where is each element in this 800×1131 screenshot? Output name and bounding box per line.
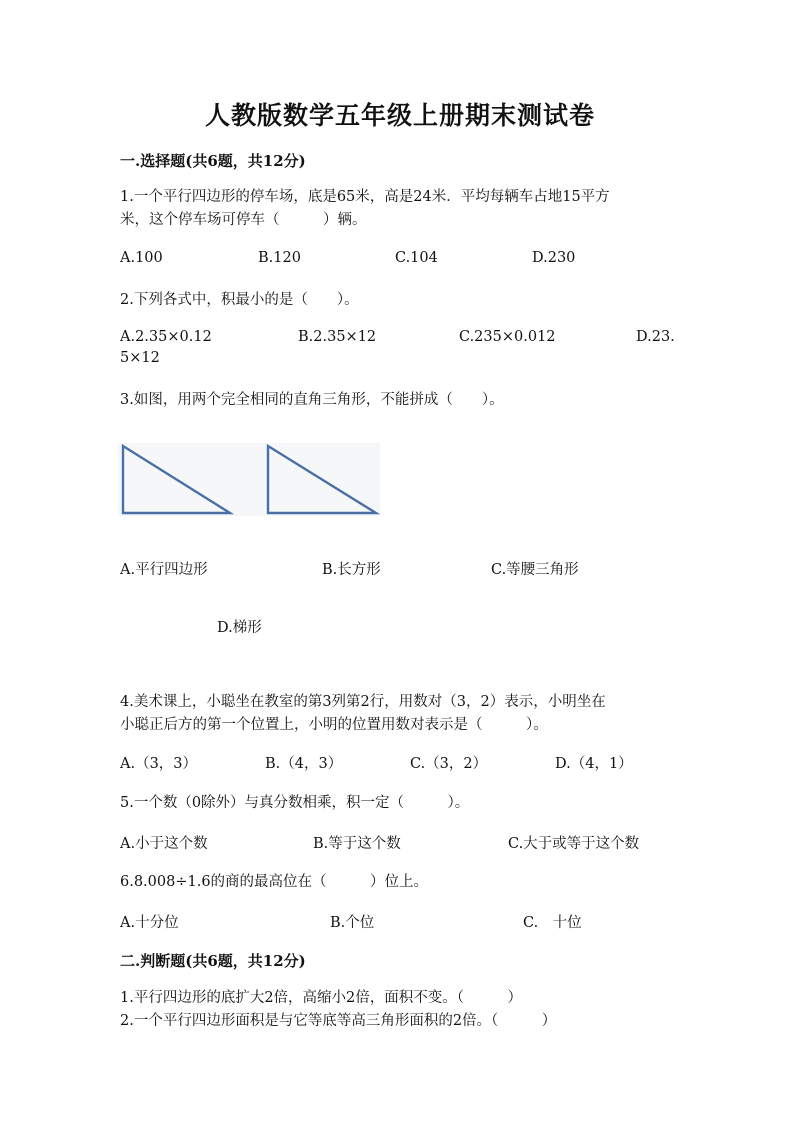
right-triangles-diagram [118, 443, 380, 516]
question-4-option-b[interactable]: B.（4，3） [265, 756, 343, 772]
section-heading-judgement: 二.判断题(共6题，共12分) [120, 952, 306, 970]
question-1-option-b[interactable]: B.120 [258, 250, 301, 266]
question-6-option-a[interactable]: A.十分位 [120, 915, 179, 931]
question-6-text: 6.8.008÷1.6的商的最高位在（ ）位上。 [120, 874, 429, 890]
question-5-option-c[interactable]: C.大于或等于这个数 [508, 836, 640, 852]
question-2-option-d[interactable]: D.23. [636, 329, 675, 345]
question-4-option-d[interactable]: D.（4，1） [555, 756, 633, 772]
question-4-line-2: 小聪正后方的第一个位置上，小明的位置用数对表示是（ ）。 [120, 717, 548, 733]
question-5-option-b[interactable]: B.等于这个数 [313, 836, 401, 852]
question-1-option-d[interactable]: D.230 [532, 250, 576, 266]
question-3-option-c[interactable]: C.等腰三角形 [491, 562, 579, 578]
judgement-1-text: 1.平行四边形的底扩大2倍，高缩小2倍，面积不变。（ ） [120, 990, 523, 1006]
question-1-line-1: 1.一个平行四边形的停车场，底是65米，高是24米．平均每辆车占地15平方 [120, 189, 610, 205]
question-6-option-b[interactable]: B.个位 [330, 915, 375, 931]
question-2-text: 2.下列各式中，积最小的是（ ）。 [120, 292, 359, 308]
question-6-option-c[interactable]: C. 十位 [523, 915, 582, 931]
question-3-text: 3.如图，用两个完全相同的直角三角形，不能拼成（ ）。 [120, 392, 504, 408]
triangles-figure [118, 443, 380, 516]
page-title: 人教版数学五年级上册期末测试卷 [204, 101, 595, 130]
question-3-option-b[interactable]: B.长方形 [322, 562, 381, 578]
judgement-2-text: 2.一个平行四边形面积是与它等底等高三角形面积的2倍。（ ） [120, 1013, 557, 1029]
question-1-option-a[interactable]: A.100 [120, 250, 163, 266]
question-4-option-a[interactable]: A.（3，3） [120, 756, 198, 772]
question-5-text: 5.一个数（0除外）与真分数相乘，积一定（ ）。 [120, 795, 470, 811]
right-triangle-right [268, 446, 376, 513]
question-1-line-2: 米，这个停车场可停车（ ）辆。 [120, 212, 367, 228]
question-3-option-d[interactable]: D.梯形 [217, 620, 262, 636]
question-1-option-c[interactable]: C.104 [395, 250, 438, 266]
question-3-option-a[interactable]: A.平行四边形 [120, 562, 208, 578]
question-2-option-a[interactable]: A.2.35×0.12 [120, 329, 212, 345]
question-4-line-1: 4.美术课上，小聪坐在教室的第3列第2行，用数对（3，2）表示，小明坐在 [120, 694, 606, 710]
question-5-option-a[interactable]: A.小于这个数 [120, 836, 208, 852]
question-4-option-c[interactable]: C.（3，2） [410, 756, 488, 772]
question-2-option-b[interactable]: B.2.35×12 [298, 329, 377, 345]
question-2-option-d-wrap: 5×12 [120, 350, 160, 366]
question-2-option-c[interactable]: C.235×0.012 [459, 329, 556, 345]
right-triangle-left [123, 446, 230, 513]
section-heading-choice: 一.选择题(共6题，共12分) [120, 152, 306, 170]
